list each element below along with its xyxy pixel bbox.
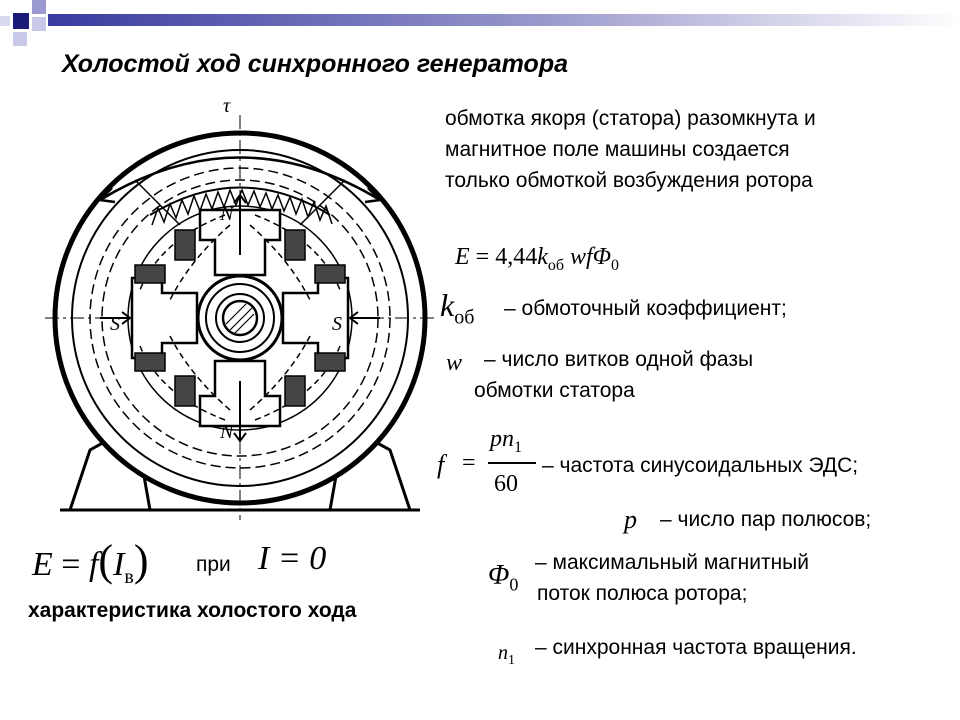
p-definition: – число пар полюсов; <box>660 508 872 531</box>
w-definition-line1: – число витков одной фазы <box>484 348 754 371</box>
generator-diagram <box>40 90 440 520</box>
k-definition: – обмоточный коэффициент; <box>504 297 787 320</box>
noload-pri: при <box>196 553 231 576</box>
noload-formula: $E = f(I_в)$ <box>32 536 149 588</box>
noload-condition: I = 0 <box>258 540 327 577</box>
n-symbol: $n_1$ <box>498 642 515 668</box>
header-decoration <box>0 0 960 50</box>
pole-s-left: S <box>110 313 120 335</box>
pole-s-right: S <box>332 313 342 335</box>
f-denominator: 60 <box>494 471 518 497</box>
f-symbol: f <box>437 450 445 479</box>
f-definition: – частота синусоидальных ЭДС; <box>542 454 859 477</box>
phi-definition-line2: поток полюса ротора; <box>537 582 748 605</box>
f-numerator: $pn_1$ <box>490 426 522 456</box>
w-symbol: w <box>446 350 463 376</box>
n-definition: – синхронная частота вращения. <box>535 636 857 659</box>
slide-title: Холостой ход синхронного генератора <box>62 50 569 78</box>
phi-definition-line1: – максимальный магнитный <box>535 551 809 574</box>
description-text: обмотка якоря (статора) разомкнута и магнитное поле машины создается только обмоткой возбуждения ротора <box>445 107 816 192</box>
fraction-bar <box>488 462 536 464</box>
k-symbol: $k_{об}$ <box>440 287 475 329</box>
w-definition-line2: обмотки статора <box>474 379 635 402</box>
pole-n-top: N <box>220 203 234 225</box>
pole-n-bottom: N <box>220 421 234 443</box>
p-symbol: p <box>624 505 637 534</box>
phi-symbol: $\Phi_0$ <box>488 560 519 595</box>
tau-label: τ <box>223 95 231 117</box>
emf-formula: $E = 4,44k_{об}$ wfΦ$_0$ <box>455 244 619 274</box>
f-equals: = <box>462 450 476 476</box>
noload-caption: характеристика холостого хода <box>28 599 357 622</box>
